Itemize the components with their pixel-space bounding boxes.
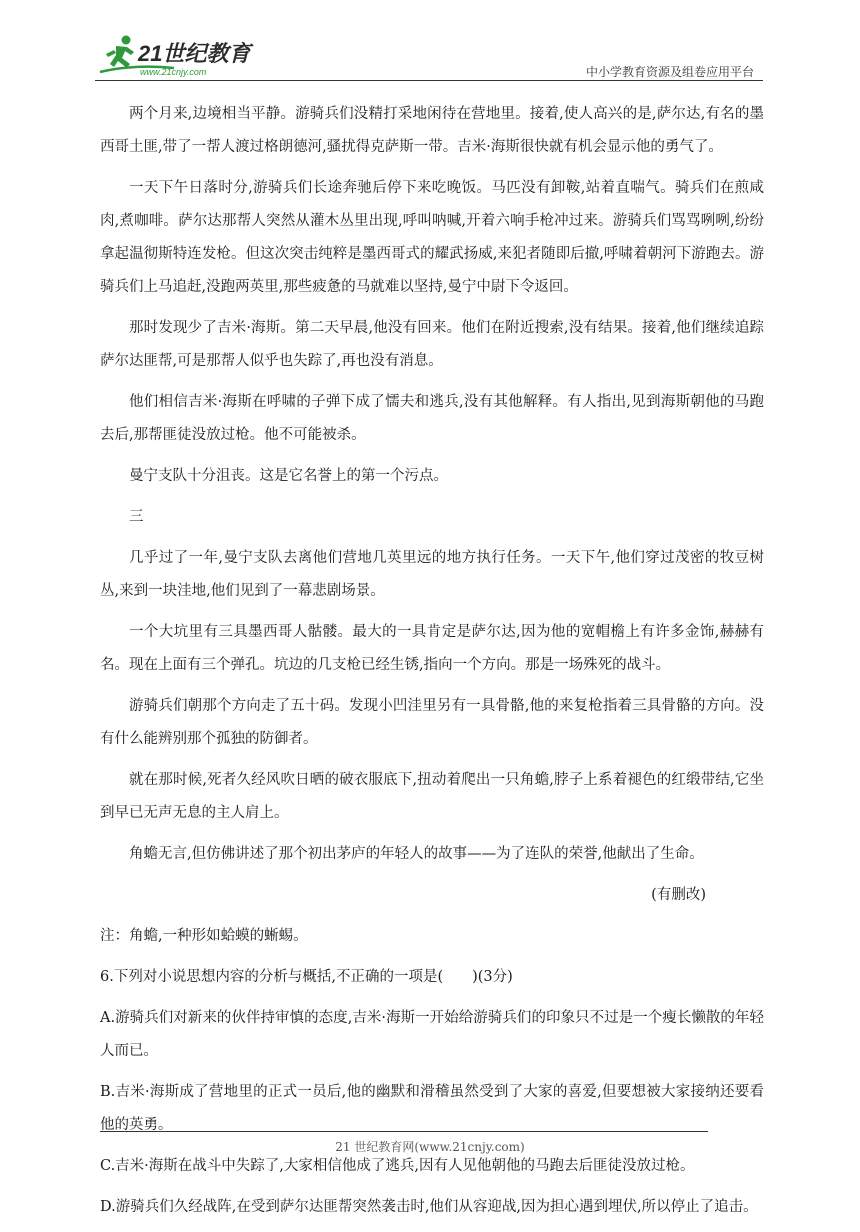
runner-logo-icon — [94, 34, 264, 80]
paragraph: 一个大坑里有三具墨西哥人骷髅。最大的一具肯定是萨尔达,因为他的宽帽檐上有许多金饰,赫赫有名。现在上面有三个弹孔。坑边的几支枪已经生锈,指向一个方向。那是一场殊死的战斗。 — [100, 624, 764, 673]
annotation-note: 注：角蟾,一种形如蛤蟆的蜥蜴。 — [100, 928, 308, 944]
footer-text[interactable]: 21 世纪教育网(www.21cnjy.com) — [335, 1140, 525, 1154]
article-body — [100, 98, 764, 1232]
paragraph: 角蟾无言,但仿佛讲述了那个初出茅庐的年轻人的故事——为了连队的荣誉,他献出了生命。 — [129, 846, 704, 862]
paragraph: 他们相信吉米·海斯在呼啸的子弹下成了懦夫和逃兵,没有其他解释。有人指出,见到海斯朝他的马跑去后,那帮匪徒没放过枪。他不可能被杀。 — [100, 394, 764, 443]
question-stem: 6.下列对小说思想内容的分析与概括,不正确的一项是( )(3分) — [100, 969, 513, 985]
option-d: D.游骑兵们久经战阵,在受到萨尔达匪帮突然袭击时,他们从容迎战,因为担心遇到埋伏,所以停止了追击。 — [100, 1199, 758, 1215]
page-header — [0, 0, 860, 82]
platform-name: 中小学教育资源及组卷应用平台 — [585, 65, 754, 79]
site-logo[interactable] — [94, 34, 264, 80]
option-c: C.吉米·海斯在战斗中失踪了,大家相信他成了逃兵,因有人见他朝他的马跑去后匪徒没放过枪。 — [100, 1158, 695, 1174]
paragraph: 就在那时候,死者久经风吹日晒的破衣服底下,扭动着爬出一只角蟾,脖子上系着褪色的红缎带结,它坐到早已无声无息的主人肩上。 — [100, 772, 764, 821]
source-note: (有删改) — [651, 887, 706, 903]
footer-divider — [100, 1131, 708, 1132]
paragraph: 几乎过了一年,曼宁支队去离他们营地几英里远的地方执行任务。一天下午,他们穿过茂密的牧豆树丛,来到一块洼地,他们见到了一幕悲剧场景。 — [100, 550, 764, 599]
paragraph: 曼宁支队十分沮丧。这是它名誉上的第一个污点。 — [129, 468, 448, 484]
option-a: A.游骑兵们对新来的伙伴持审慎的态度,吉米·海斯一开始给游骑兵们的印象只不过是一个瘦长懒散的年轻人而已。 — [100, 1010, 764, 1059]
option-b: B.吉米·海斯成了营地里的正式一员后,他的幽默和滑稽虽然受到了大家的喜爱,但要想被大家接纳还要看他的英勇。 — [100, 1084, 764, 1133]
paragraph: 游骑兵们朝那个方向走了五十码。发现小凹洼里另有一具骨骼,他的来复枪指着三具骨骼的方向。没有什么能辨别那个孤独的防御者。 — [100, 698, 764, 747]
paragraph: 那时发现少了吉米·海斯。第二天早晨,他没有回来。他们在附近搜索,没有结果。接着,他们继续追踪萨尔达匪帮,可是那帮人似乎也失踪了,再也没有消息。 — [100, 320, 764, 369]
logo-url: www.21cnjy.com — [140, 67, 207, 77]
paragraph: 一天下午日落时分,游骑兵们长途奔驰后停下来吃晚饭。马匹没有卸鞍,站着直喘气。骑兵们在煎咸肉,煮咖啡。萨尔达那帮人突然从灌木丛里出现,呼叫呐喊,开着六响手枪冲过来。游骑兵们骂骂咧咧,纷纷拿起温彻斯特连发枪。但这次突击纯粹是墨西哥式的耀武扬威,来犯者随即后撤,呼啸着朝河下游跑去。游骑兵们上马追赶,没跑两英里,那些疲惫的马就难以坚持,曼宁中尉下令返回。 — [100, 180, 764, 295]
section-number: 三 — [129, 509, 144, 525]
logo-text: 21世纪教育 — [138, 41, 251, 66]
paragraph: 两个月来,边境相当平静。游骑兵们没精打采地闲待在营地里。接着,使人高兴的是,萨尔达,有名的墨西哥土匪,带了一帮人渡过格朗德河,骚扰得克萨斯一带。吉米·海斯很快就有机会显示他的勇气了。 — [100, 106, 764, 155]
header-divider — [95, 80, 763, 81]
